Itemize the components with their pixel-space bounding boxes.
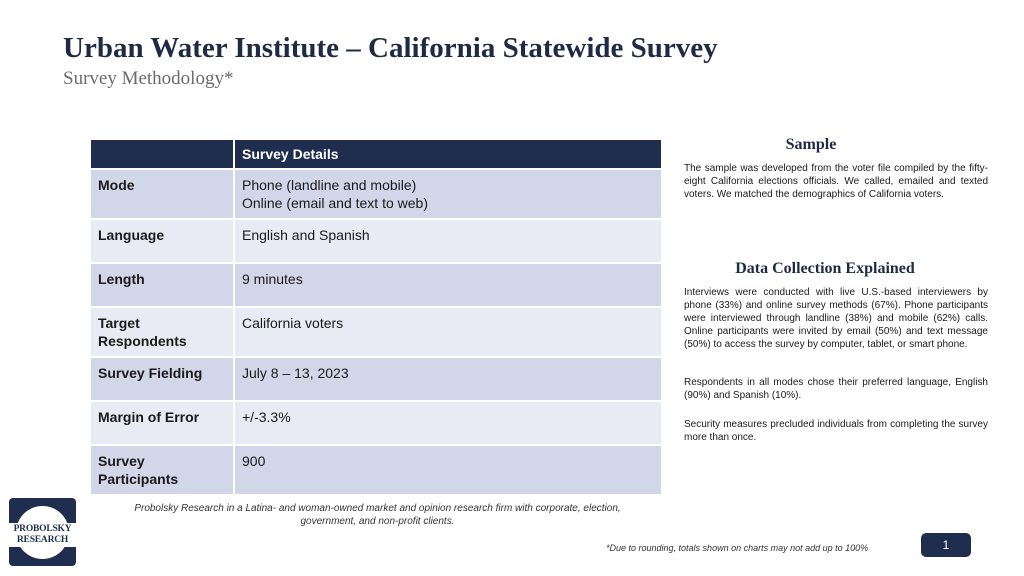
row-value-survey-fielding: July 8 – 13, 2023 — [234, 357, 661, 401]
table-header-empty — [91, 140, 234, 169]
row-label-language: Language — [91, 219, 234, 263]
page-number-badge: 1 — [921, 533, 971, 557]
logo-text-line1: PROBOLSKY — [13, 524, 72, 534]
target-label-line2: Respondents — [98, 333, 187, 349]
table-header-row — [91, 140, 661, 169]
row-value-survey-participants: 900 — [234, 445, 661, 494]
table-header-survey-details: Survey Details — [234, 140, 661, 169]
mode-value-line2: Online (email and text to web) — [242, 195, 428, 211]
rounding-footnote: *Due to rounding, totals shown on charts may not add up to 100% — [606, 543, 869, 553]
sample-text: The sample was developed from the voter file compiled by the fifty-eight California elections officials. We called, emailed and texted voters. We matched the demographics of California voters. — [684, 163, 988, 200]
logo-text-line2: RESEARCH — [16, 535, 69, 545]
row-label-survey-fielding: Survey Fielding — [91, 357, 234, 401]
table-row — [91, 307, 661, 357]
row-value-language: English and Spanish — [234, 219, 661, 263]
row-value-mode — [234, 169, 661, 219]
survey-details-table — [91, 140, 661, 494]
table-row — [91, 357, 661, 401]
mode-value-line1: Phone (landline and mobile) — [242, 177, 417, 193]
participants-label-line1: Survey — [98, 453, 145, 469]
table-row — [91, 219, 661, 263]
table-row — [91, 263, 661, 307]
sample-heading: Sample — [785, 136, 837, 153]
participants-label-line2: Participants — [98, 471, 179, 487]
probolsky-research-logo — [9, 498, 76, 566]
target-label-line1: Target — [98, 315, 140, 331]
row-label-survey-participants — [91, 445, 234, 494]
table-row — [91, 445, 661, 494]
row-value-length: 9 minutes — [234, 263, 661, 307]
page-subtitle: Survey Methodology* — [63, 68, 234, 89]
data-collection-paragraph-3: Security measures precluded individuals from completing the survey more than once. — [684, 419, 988, 443]
row-value-target-respondents: California voters — [234, 307, 661, 357]
row-label-length: Length — [91, 263, 234, 307]
row-value-margin-of-error: +/-3.3% — [234, 401, 661, 445]
row-label-target-respondents — [91, 307, 234, 357]
table-row — [91, 401, 661, 445]
company-description: Probolsky Research in a Latina- and woman-owned market and opinion research firm with corporate, election, government, and non-profit clients. — [134, 503, 621, 527]
page-title: Urban Water Institute – California Statewide Survey — [63, 32, 718, 64]
table-row — [91, 169, 661, 219]
data-collection-paragraph-1: Interviews were conducted with live U.S.-based interviewers by phone (33%) and online survey methods (67%). Phone participants were interviewed through landline (38%) and mobile (62%) calls. Online participants were invited by email (50%) and text message (50%) to access the survey by computer, tablet, or smart phone. — [684, 287, 988, 350]
row-label-mode: Mode — [91, 169, 234, 219]
data-collection-paragraph-2: Respondents in all modes chose their preferred language, English (90%) and Spanish (10%). — [684, 377, 988, 401]
data-collection-heading: Data Collection Explained — [735, 260, 915, 277]
row-label-margin-of-error: Margin of Error — [91, 401, 234, 445]
